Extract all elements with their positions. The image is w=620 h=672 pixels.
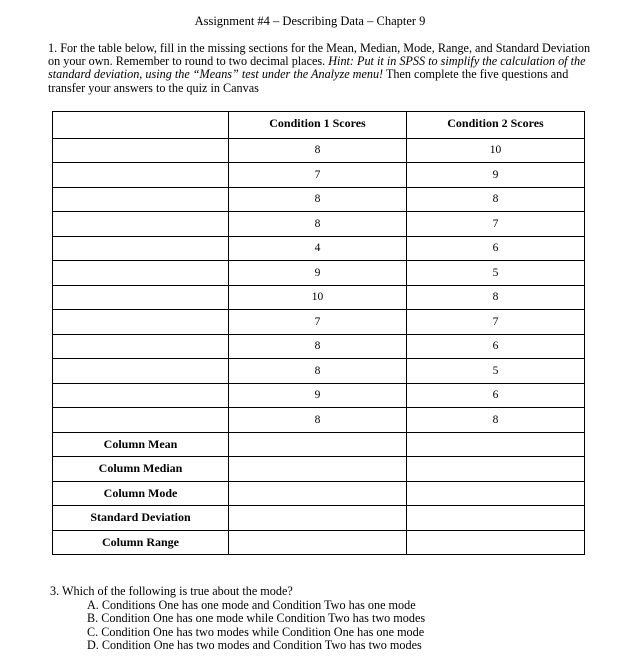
instructions-text: 1. For the table below, fill in the missing sections for the Mean, Median, Mode, Range, and Standard Deviation on your own. Remember to round to two decimal places. <box>48 41 591 69</box>
condition-1-score: 4 <box>229 236 407 261</box>
summary-row-median <box>53 457 585 482</box>
header-condition-2: Condition 2 Scores <box>407 112 585 139</box>
option-c: C. Condition One has two modes while Condition One has one mode <box>87 624 425 639</box>
answer-options <box>50 599 590 653</box>
option-b: B. Condition One has one mode while Condition Two has two modes <box>87 611 426 625</box>
instructions-suffix: Then complete the five questions and transfer your answers to the quiz in Canvas <box>48 67 569 95</box>
row-label-cell <box>53 334 229 359</box>
table-row <box>53 212 585 237</box>
condition-1-score: 8 <box>229 187 407 212</box>
condition-2-mean-cell <box>407 432 585 457</box>
condition-1-score: 8 <box>229 408 407 433</box>
condition-1-score: 8 <box>229 334 407 359</box>
table-header-row <box>53 112 585 139</box>
row-label-cell <box>53 163 229 188</box>
summary-row-mean <box>53 432 585 457</box>
row-label-cell <box>53 187 229 212</box>
table-row <box>53 334 585 359</box>
condition-1-mean-cell <box>229 432 407 457</box>
condition-2-score: 6 <box>407 236 585 261</box>
summary-label-median: Column Median <box>53 457 229 482</box>
option-d: D. Condition One has two modes and Condition Two has two modes <box>87 638 422 652</box>
condition-2-score: 8 <box>407 408 585 433</box>
page-title: Assignment #4 – Describing Data – Chapter 9 <box>194 14 426 28</box>
condition-2-score: 8 <box>407 285 585 310</box>
condition-2-score: 5 <box>407 359 585 384</box>
summary-row-mode <box>53 481 585 506</box>
row-label-cell <box>53 212 229 237</box>
condition-1-score: 8 <box>229 359 407 384</box>
condition-1-mode-cell <box>229 481 407 506</box>
table-row <box>53 138 585 163</box>
header-condition-1: Condition 1 Scores <box>229 112 407 139</box>
summary-label-mode: Column Mode <box>53 481 229 506</box>
condition-1-score: 7 <box>229 310 407 335</box>
condition-2-score: 8 <box>407 187 585 212</box>
table-row <box>53 359 585 384</box>
question-3 <box>50 585 590 653</box>
instructions-hint: Hint: Put it in SPSS to simplify the calculation of the standard deviation, using the “Means” test under the Analyze menu! <box>48 54 586 82</box>
table-row <box>53 261 585 286</box>
condition-1-score: 8 <box>229 212 407 237</box>
summary-label-sd: Standard Deviation <box>53 506 229 531</box>
condition-1-score: 9 <box>229 261 407 286</box>
condition-1-score: 9 <box>229 383 407 408</box>
condition-2-sd-cell <box>407 506 585 531</box>
condition-2-score: 9 <box>407 163 585 188</box>
table-row <box>53 236 585 261</box>
table-row <box>53 310 585 335</box>
condition-1-range-cell <box>229 530 407 555</box>
scores-table <box>52 111 585 555</box>
condition-1-score: 10 <box>229 285 407 310</box>
condition-2-score: 7 <box>407 310 585 335</box>
condition-2-score: 7 <box>407 212 585 237</box>
row-label-cell <box>53 138 229 163</box>
summary-label-mean: Column Mean <box>53 432 229 457</box>
instructions <box>48 42 596 95</box>
table-row <box>53 408 585 433</box>
question-text: 3. Which of the following is true about the mode? <box>50 584 293 598</box>
condition-2-score: 10 <box>407 138 585 163</box>
summary-row-sd <box>53 506 585 531</box>
condition-2-score: 6 <box>407 383 585 408</box>
condition-1-score: 7 <box>229 163 407 188</box>
condition-2-score: 5 <box>407 261 585 286</box>
row-label-cell <box>53 310 229 335</box>
row-label-cell <box>53 261 229 286</box>
row-label-cell <box>53 285 229 310</box>
table-row <box>53 163 585 188</box>
row-label-cell <box>53 236 229 261</box>
summary-label-range: Column Range <box>53 530 229 555</box>
option-a: A. Conditions One has one mode and Condition Two has one mode <box>87 597 416 612</box>
table-row <box>53 285 585 310</box>
row-label-cell <box>53 383 229 408</box>
header-cell-blank <box>53 112 229 139</box>
condition-1-sd-cell <box>229 506 407 531</box>
row-label-cell <box>53 408 229 433</box>
table-row <box>53 187 585 212</box>
condition-1-score: 8 <box>229 138 407 163</box>
row-label-cell <box>53 359 229 384</box>
condition-1-median-cell <box>229 457 407 482</box>
condition-2-range-cell <box>407 530 585 555</box>
condition-2-score: 6 <box>407 334 585 359</box>
condition-2-median-cell <box>407 457 585 482</box>
condition-2-mode-cell <box>407 481 585 506</box>
summary-row-range <box>53 530 585 555</box>
table-row <box>53 383 585 408</box>
